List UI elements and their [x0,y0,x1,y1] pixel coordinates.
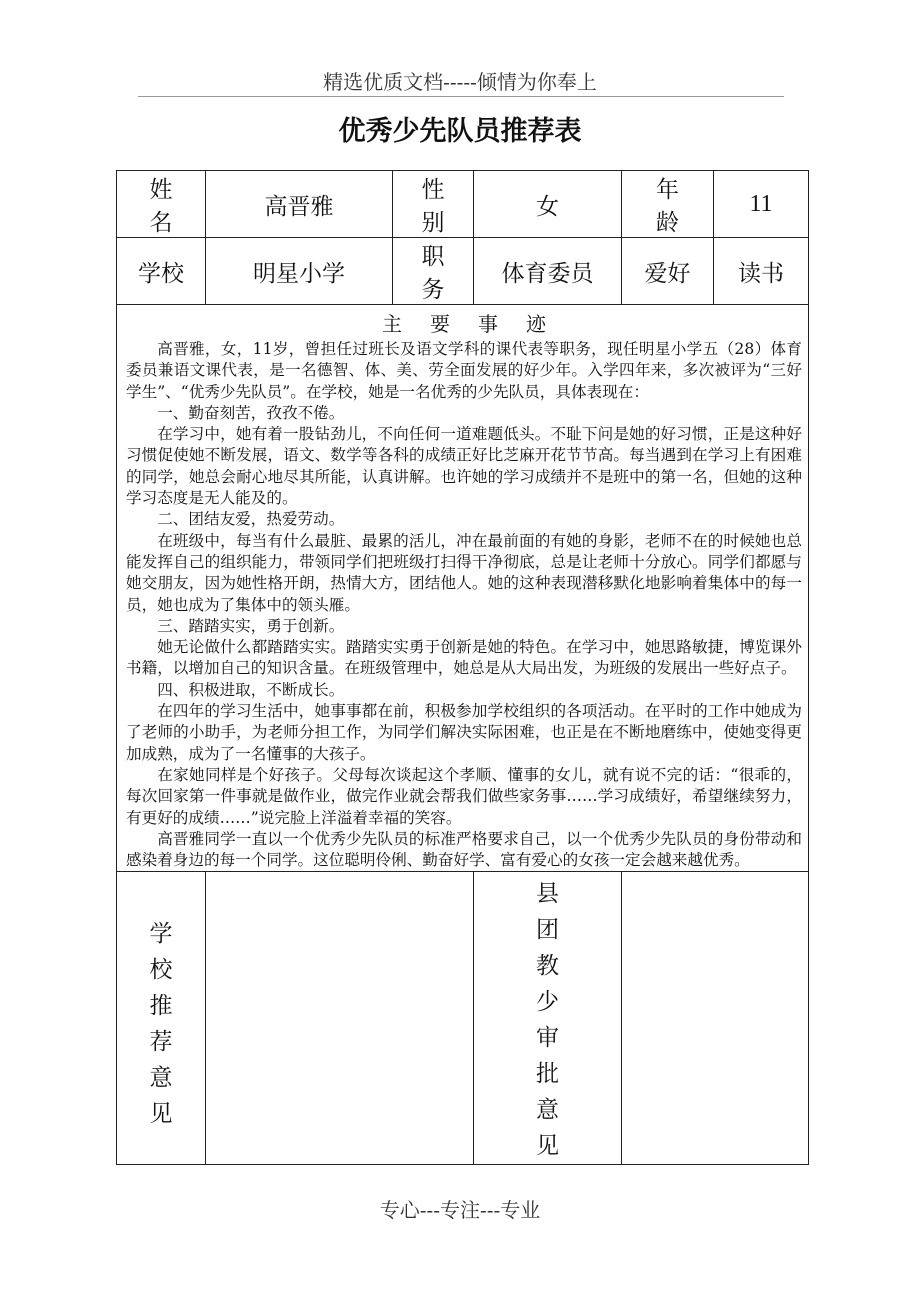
position-value: 体育委员 [474,238,622,305]
deeds-paragraph: 在学习中，她有着一股钻劲儿，不向任何一道难题低头。不耻下问是她的好习惯，正是这种好习惯促使她不断发展，语文、数学等各科的成绩正好比芝麻开花节节高。每当遇到在学习上有困难的同学，她总会耐心地尽其所能，认真讲解。也许她的学习成绩并不是班中的第一名，但她的这种学习态度是无人能及的。 [126,425,802,508]
form-title: 优秀少先队员推荐表 [338,116,582,147]
name-label: 姓 名 [117,171,206,238]
info-row-2 [117,238,809,305]
name-value: 高晋雅 [206,171,393,238]
county-approval-field[interactable] [622,872,809,1165]
deeds-paragraph: 高晋雅同学一直以一个优秀少先队员的标准严格要求自己，以一个优秀少先队员的身份带动和感染着身边的每一个同学。这位聪明伶俐、勤奋好学、富有爱心的女孩一定会越来越优秀。 [126,829,802,870]
page-footer: 专心---专注---专业 [379,1198,541,1222]
deeds-paragraph: 二、团结友爱，热爱劳动。 [157,510,345,529]
county-approval-label-cell [474,872,622,1165]
school-opinion-field[interactable] [206,872,474,1165]
school-opinion-label-cell [117,872,206,1165]
deeds-row [117,305,809,872]
recommendation-form-table [116,170,809,1165]
age-label: 年 龄 [622,171,714,238]
school-opinion-label: 学校推荐意见 [149,921,173,1128]
position-label: 职 务 [393,238,474,305]
opinions-row [117,872,809,1165]
deeds-paragraph: 高晋雅，女，11岁，曾担任过班长及语文学科的课代表等职务，现任明星小学五（28）体育委员兼语文课代表，是一名德智、体、美、劳全面发展的好少年。入学四年来，多次被评为“三好学生”、“优秀少先队员”。在学校，她是一名优秀的少先队员，具体表现在： [126,340,802,401]
deeds-body [126,339,802,871]
gender-value: 女 [474,171,622,238]
deeds-paragraph: 四、积极进取，不断成长。 [157,680,345,699]
school-label: 学校 [117,238,206,305]
deeds-paragraph: 在班级中，每当有什么最脏、最累的活儿，冲在最前面的有她的身影，老师不在的时候她也总能发挥自己的组织能力，带领同学们把班级打扫得干净彻底，总是让老师十分放心。同学们都愿与她交朋友，因为她性格开朗，热情大方，团结他人。她的这种表现潜移默化地影响着集体中的每一员，她也成为了集体中的领头雁。 [126,531,802,614]
info-row-1 [117,171,809,238]
deeds-paragraph: 三、踏踏实实，勇于创新。 [157,616,345,635]
hobby-value: 读书 [714,238,809,305]
school-value: 明星小学 [206,238,393,305]
deeds-paragraph: 在四年的学习生活中，她事事都在前，积极参加学校组织的各项活动。在平时的工作中她成为了老师的小助手，为老师分担工作，为同学们解决实际困难，也正是在不断地磨练中，使她变得更加成熟，成为了一名懂事的大孩子。 [126,702,802,763]
page-header: 精选优质文档-----倾情为你奉上 [323,70,597,94]
gender-label: 性 别 [393,171,474,238]
deeds-heading: 主要事迹 [382,312,574,336]
county-approval-label: 县团教少审批意见 [536,881,559,1160]
header-divider [138,96,784,97]
deeds-section [117,305,809,872]
deeds-paragraph: 在家她同样是个好孩子。父母每次谈起这个孝顺、懂事的女儿，就有说不完的话：“很乖的，每次回家第一件事就是做作业，做完作业就会帮我们做些家务事……学习成绩好，希望继续努力，有更好的成绩……”说完脸上洋溢着幸福的笑容。 [126,765,802,827]
deeds-paragraph: 她无论做什么都踏踏实实。踏踏实实勇于创新是她的特色。在学习中，她思路敏捷，博览课外书籍，以增加自己的知识含量。在班级管理中，她总是从大局出发，为班级的发展出一些好点子。 [126,638,802,678]
hobby-label: 爱好 [622,238,714,305]
age-value: 11 [714,171,809,238]
deeds-paragraph: 一、勤奋刻苦，孜孜不倦。 [157,403,345,422]
